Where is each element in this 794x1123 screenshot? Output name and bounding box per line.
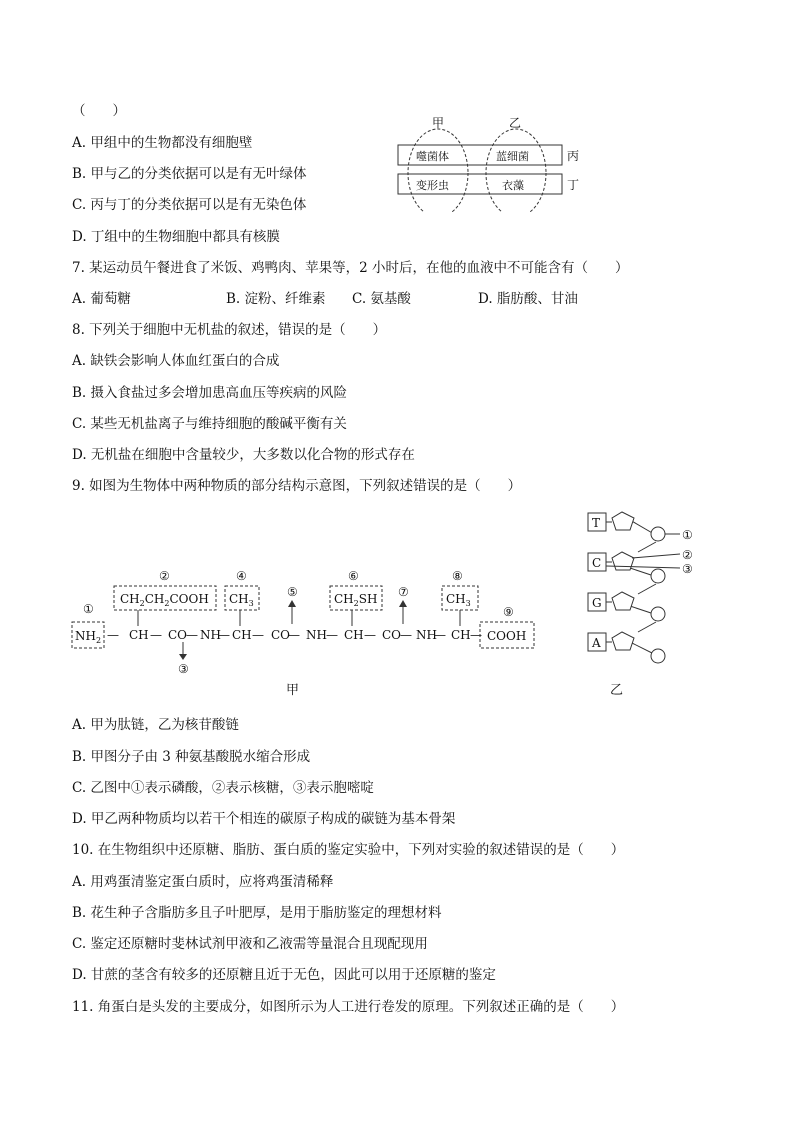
q6-option-b: B. 甲与乙的分类依据可以是有无叶绿体 — [72, 166, 307, 182]
q9-yi-link-7 — [630, 642, 654, 654]
q9-jia-dash-2: — — [150, 628, 162, 642]
q9-yi-link-3 — [630, 568, 654, 576]
q9-yi-sugar-3 — [612, 592, 634, 610]
q6-label-jia: 甲 — [432, 116, 445, 130]
q9-yi-sugar-4 — [612, 632, 634, 650]
q6-option-a: A. 甲组中的生物都没有细胞壁 — [72, 135, 253, 151]
q9-jia-n2: ② — [159, 569, 170, 583]
q9-jia-co-1: CO — [168, 628, 188, 642]
q6-cell-chlamydomonas: 衣藻 — [502, 179, 524, 192]
q9-jia-ch-4: CH — [451, 628, 471, 642]
q9-jia-arrowhead-7 — [399, 600, 407, 607]
q9-option-a: A. 甲为肽链，乙为核苷酸链 — [72, 717, 239, 733]
q9-yi-link-5 — [630, 606, 654, 614]
q9-jia-n6: ⑥ — [348, 569, 359, 583]
q9-jia-dash-4: — — [218, 628, 230, 642]
q9-yi-link-1 — [630, 520, 654, 534]
q8-option-b: B. 摄入食盐过多会增加患高血压等疾病的风险 — [72, 385, 348, 401]
q9-yi-phosphate-3 — [651, 607, 665, 621]
q9-jia-nh-2: NH — [306, 628, 327, 642]
q9-yi-link-4 — [638, 584, 656, 594]
q9-option-c: C. 乙图中①表示磷酸，②表示核糖，③表示胞嘧啶 — [72, 780, 374, 796]
q9-jia-ch-3: CH — [344, 628, 364, 642]
q6-classification-figure — [392, 112, 592, 212]
q9-yi-base-g: G — [592, 596, 602, 610]
q6-label-bing: 丙 — [567, 149, 580, 163]
q9-option-d: D. 甲乙两种物质均以若干个相连的碳原子构成的碳链为基本骨架 — [72, 811, 456, 827]
q9-jia-caption: 甲 — [286, 683, 300, 698]
q9-jia-dash-1: — — [107, 628, 119, 642]
q9-jia-dash-6: — — [288, 628, 300, 642]
q10-stem: 10. 在生物组织中还原糖、脂肪、蛋白质的鉴定实验中，下列对实验的叙述错误的是（ ） — [72, 842, 625, 858]
q6-label-yi: 乙 — [509, 116, 522, 130]
q9-stem: 9. 如图为生物体中两种物质的部分结构示意图，下列叙述错误的是（ ） — [72, 478, 522, 494]
q9-yi-phosphate-1 — [651, 527, 665, 541]
q8-option-c: C. 某些无机盐离子与维持细胞的酸碱平衡有关 — [72, 416, 347, 432]
q6-option-c: C. 丙与丁的分类依据可以是有无染色体 — [72, 197, 307, 213]
q9-yi-phosphate-2 — [651, 569, 665, 583]
q9-jia-r2: $CH_3$ — [229, 592, 254, 608]
q10-option-b: B. 花生种子含脂肪多且子叶肥厚，是用于脂肪鉴定的理想材料 — [72, 905, 442, 921]
q9-jia-dash-8: — — [364, 628, 376, 642]
q9-figure-jia-peptide — [66, 560, 546, 700]
q9-jia-n5: ⑤ — [287, 585, 298, 599]
q6-cell-phage: 噬菌体 — [416, 150, 449, 163]
q9-jia-n4: ④ — [236, 569, 247, 583]
q9-yi-base-a: A — [592, 636, 601, 650]
q9-yi-pointer-2 — [632, 554, 680, 558]
q9-jia-ch-2: CH — [232, 628, 252, 642]
q9-yi-n3: ③ — [682, 562, 693, 576]
q9-yi-phosphate-4 — [651, 649, 665, 663]
q8-stem: 8. 下列关于细胞中无机盐的叙述，错误的是（ ） — [72, 322, 387, 338]
q9-jia-n1: ① — [83, 602, 94, 616]
q6-ellipse-jia — [408, 129, 468, 212]
q6-ellipse-yi — [486, 129, 546, 212]
q9-yi-base-c: C — [592, 556, 602, 570]
q9-jia-dash-10: — — [434, 628, 446, 642]
q9-jia-co-2: CO — [271, 628, 291, 642]
q9-jia-n9: ⑨ — [503, 605, 514, 619]
q6-option-d: D. 丁组中的生物细胞中都具有核膜 — [72, 229, 280, 245]
q9-figure-yi-nucleotide-chain — [582, 508, 712, 700]
q8-option-d: D. 无机盐在细胞中含量较少，大多数以化合物的形式存在 — [72, 447, 415, 463]
q6-stem-tail: （ ） — [72, 103, 126, 119]
q10-option-c: C. 鉴定还原糖时斐林试剂甲液和乙液需等量混合且现配现用 — [72, 936, 428, 952]
q7-option-a: A. 葡萄糖 — [72, 291, 131, 307]
q9-jia-r4: $CH_3$ — [446, 592, 471, 608]
q6-cell-cyanobacteria: 蓝细菌 — [496, 150, 529, 163]
q9-jia-dash-11: — — [470, 628, 482, 642]
q9-jia-arrowhead-5 — [288, 600, 296, 607]
q9-jia-dash-7: — — [326, 628, 338, 642]
q9-jia-dash-3: — — [186, 628, 198, 642]
q9-jia-nh2: $NH_2$ — [75, 629, 102, 645]
q7-option-c: C. 氨基酸 — [352, 291, 411, 307]
q9-jia-n8: ⑧ — [452, 569, 463, 583]
q7-option-b: B. 淀粉、纤维素 — [226, 291, 326, 307]
q9-jia-dash-9: — — [400, 628, 412, 642]
q11-stem: 11. 角蛋白是头发的主要成分，如图所示为人工进行卷发的原理。下列叙述正确的是（ ） — [72, 999, 625, 1015]
q9-yi-caption: 乙 — [610, 683, 624, 698]
q9-jia-cooh: COOH — [487, 629, 527, 643]
q7-option-d: D. 脂肪酸、甘油 — [478, 291, 578, 307]
q9-yi-link-6 — [638, 622, 656, 632]
q9-yi-sugar-1 — [612, 512, 634, 530]
q9-jia-n7: ⑦ — [398, 585, 409, 599]
q7-stem: 7. 某运动员午餐进食了米饭、鸡鸭肉、苹果等，2 小时后，在他的血液中不可能含有（ ） — [72, 260, 629, 276]
q9-jia-n3: ③ — [178, 662, 189, 676]
q9-yi-n1: ① — [682, 528, 693, 542]
q9-jia-dash-5: — — [252, 628, 264, 642]
q9-yi-link-2 — [638, 542, 656, 552]
q9-jia-co-3: CO — [382, 628, 402, 642]
q6-cell-amoeba: 变形虫 — [416, 179, 449, 192]
q10-option-a: A. 用鸡蛋清鉴定蛋白质时，应将鸡蛋清稀释 — [72, 874, 334, 890]
q9-yi-base-t: T — [592, 516, 601, 530]
q9-jia-r1: $CH_2CH_2COOH$ — [120, 592, 209, 608]
q9-jia-r3: $CH_2SH$ — [334, 592, 378, 608]
q6-label-ding: 丁 — [567, 178, 580, 192]
q9-jia-arrowhead-3 — [179, 654, 187, 660]
q9-jia-nh-3: NH — [416, 628, 437, 642]
q9-jia-nh-1: NH — [200, 628, 221, 642]
q9-option-b: B. 甲图分子由 3 种氨基酸脱水缩合形成 — [72, 749, 311, 765]
q10-option-d: D. 甘蔗的茎含有较多的还原糖且近于无色，因此可以用于还原糖的鉴定 — [72, 967, 496, 983]
q9-jia-ch-1: CH — [129, 628, 149, 642]
q9-yi-sugar-2 — [612, 552, 634, 570]
q8-option-a: A. 缺铁会影响人体血红蛋白的合成 — [72, 353, 280, 369]
q9-yi-n2: ② — [682, 548, 693, 562]
